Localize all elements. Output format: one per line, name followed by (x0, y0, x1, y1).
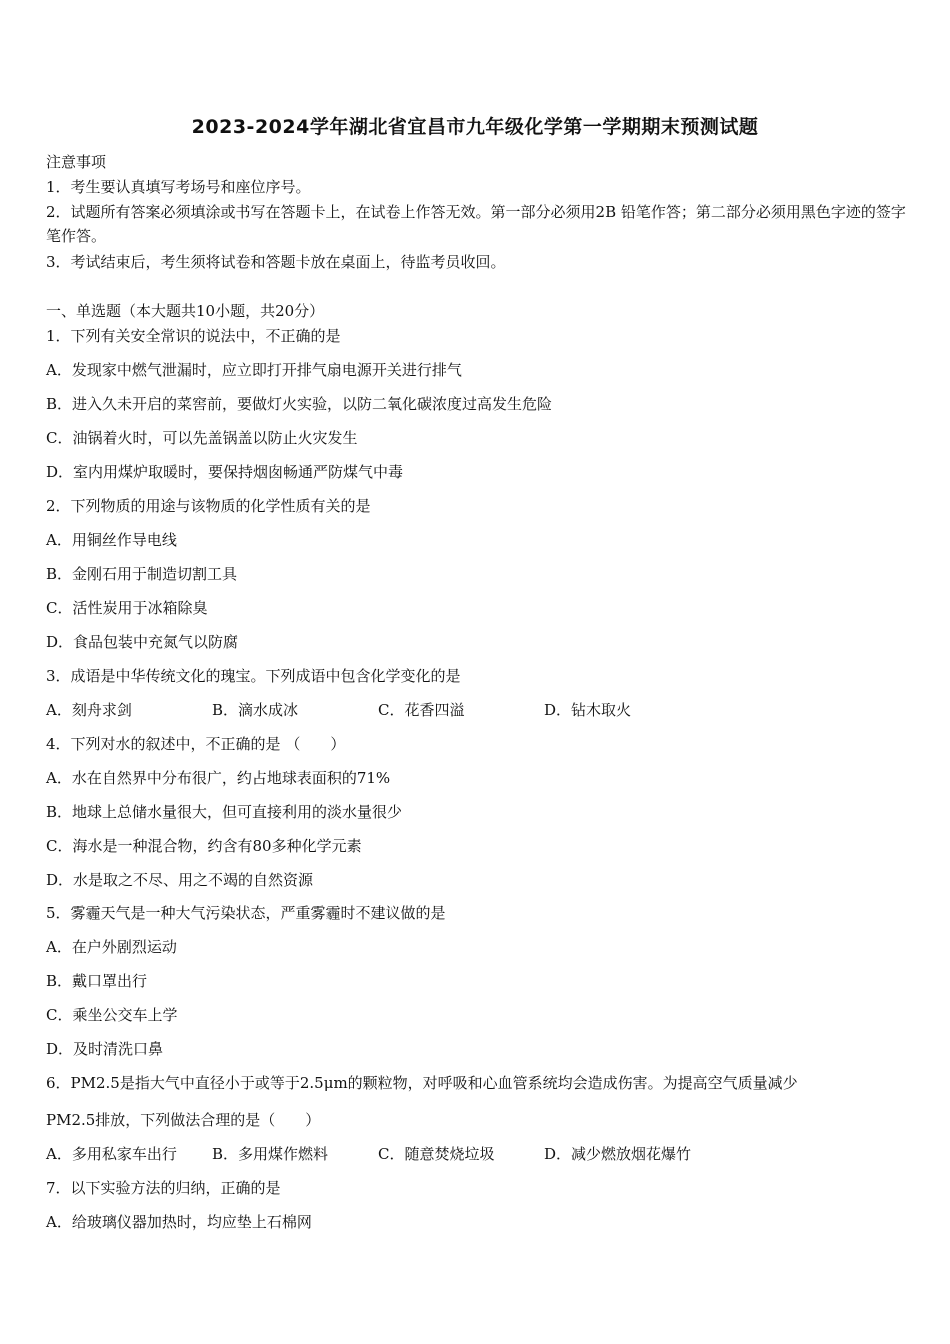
question-stem: 5．雾霾天气是一种大气污染状态，严重雾霾时不建议做的是 (46, 904, 446, 922)
option: D．及时清洗口鼻 (46, 1040, 164, 1058)
option: A．刻舟求剑 (46, 701, 132, 719)
option: C．花香四溢 (378, 701, 465, 719)
page-title: 2023-2024学年湖北省宜昌市九年级化学第一学期期末预测试题 (191, 116, 759, 138)
option: C．随意焚烧垃圾 (378, 1145, 495, 1163)
option: A．发现家中燃气泄漏时，应立即打开排气扇电源开关进行排气 (46, 361, 462, 379)
option: C．油锅着火时，可以先盖锅盖以防止火灾发生 (46, 429, 358, 447)
option: C．活性炭用于冰箱除臭 (46, 599, 208, 617)
option: B．进入久未开启的菜窖前，要做灯火实验，以防二氧化碳浓度过高发生危险 (46, 395, 553, 413)
option: B．地球上总储水量很大，但可直接利用的淡水量很少 (46, 803, 403, 821)
option: A．用铜丝作导电线 (46, 531, 177, 549)
option: D．减少燃放烟花爆竹 (544, 1145, 692, 1163)
option: B．滴水成冰 (212, 701, 299, 719)
notice-item: 2．试题所有答案必须填涂或书写在答题卡上，在试卷上作答无效。第一部分必须用2B 铅笔作答；第二部分必须用黑色字迹的签字笔作答。 (46, 203, 906, 245)
option: A．在户外剧烈运动 (46, 938, 177, 956)
option: D．水是取之不尽、用之不竭的自然资源 (46, 871, 314, 889)
question-stem: 4．下列对水的叙述中，不正确的是 （ ） (46, 735, 346, 753)
option: B．金刚石用于制造切割工具 (46, 565, 238, 583)
option: C．海水是一种混合物，约含有80多种化学元素 (46, 837, 362, 855)
option: D．钻木取火 (544, 701, 632, 719)
question-stem: 2．下列物质的用途与该物质的化学性质有关的是 (46, 497, 371, 515)
question-stem: 6．PM2.5是指大气中直径小于或等于2.5μm的颗粒物，对呼吸和心血管系统均会造成伤害。为提高空气质量减少 (46, 1074, 798, 1092)
option: C．乘坐公交车上学 (46, 1006, 178, 1024)
option: A．多用私家车出行 (46, 1145, 177, 1163)
question-stem: 3．成语是中华传统文化的瑰宝。下列成语中包含化学变化的是 (46, 667, 461, 685)
option: A．给玻璃仪器加热时，均应垫上石棉网 (46, 1213, 312, 1231)
option: A．水在自然界中分布很广，约占地球表面积的71% (46, 769, 391, 787)
notice-item: 1．考生要认真填写考场号和座位序号。 (46, 178, 311, 196)
section-heading: 一、单选题（本大题共10小题，共20分） (46, 302, 325, 320)
question-stem-continued: PM2.5排放，下列做法合理的是（ ） (46, 1111, 321, 1129)
question-stem: 1．下列有关安全常识的说法中，不正确的是 (46, 327, 341, 345)
option: D．室内用煤炉取暖时，要保持烟囱畅通严防煤气中毒 (46, 463, 404, 481)
option: B．戴口罩出行 (46, 972, 148, 990)
notice-heading: 注意事项 (46, 153, 107, 171)
notice-item: 3．考试结束后，考生须将试卷和答题卡放在桌面上，待监考员收回。 (46, 253, 506, 271)
option: B．多用煤作燃料 (212, 1145, 329, 1163)
option-row (46, 1144, 710, 1164)
option: D．食品包装中充氮气以防腐 (46, 633, 239, 651)
question-stem: 7．以下实验方法的归纳，正确的是 (46, 1179, 281, 1197)
option-row (46, 700, 710, 720)
